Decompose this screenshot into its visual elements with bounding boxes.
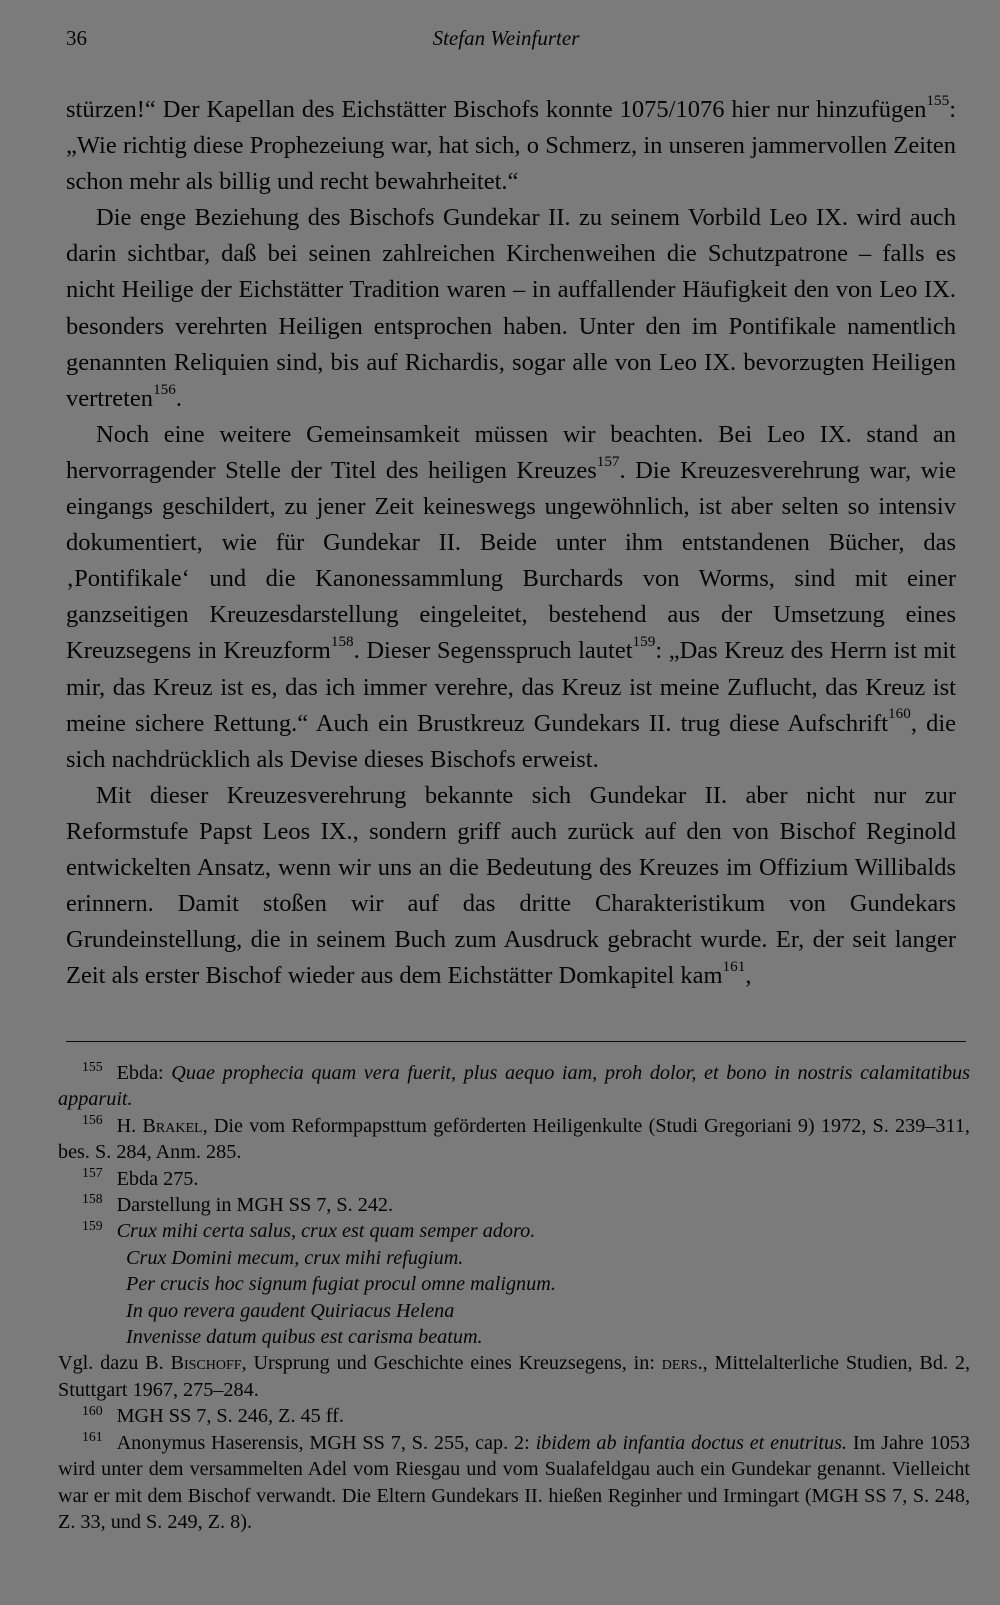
footnote-author: B. Bischoff [145, 1352, 242, 1375]
footnote-text: Ebda: [116, 1062, 172, 1084]
footnote-ref-157: 157 [596, 452, 620, 470]
footnote-number: 160 [82, 1402, 103, 1418]
footnote-latin-quote: Quae prophecia quam vera fuerit, plus aequo iam, proh dolor, et bono in nostris calamitatibus apparuit. [58, 1062, 970, 1111]
footnote-159 [58, 1218, 970, 1244]
footnote-text: , Mittelalterliche Studien, Bd. 2, Stuttgart 1967, 275–284. [58, 1352, 971, 1401]
footnote-number: 156 [82, 1112, 103, 1128]
paragraph-3 [66, 417, 956, 778]
footnote-number: 155 [82, 1059, 103, 1075]
text-run: . Dieser Segensspruch lautet [353, 637, 633, 665]
footnote-divider [66, 1041, 966, 1042]
text-run: stürzen!“ Der Kapellan des Eichstätter Bischofs konnte 1075/1076 hier nur hinzufügen [66, 96, 927, 123]
footnote-ref-160: 160 [888, 705, 911, 723]
footnote-156 [58, 1113, 970, 1166]
footnote-ref-158: 158 [330, 633, 354, 651]
paragraph-1 [66, 92, 956, 200]
footnote-author: H. Brakel [116, 1114, 203, 1137]
text-run: , die sich nachdrücklich als Devise dieses Bischofs erweist. [66, 709, 957, 773]
verse-line: Crux mihi certa salus, crux est quam semper adoro. [116, 1220, 536, 1243]
footnote-author: ders. [661, 1352, 703, 1375]
footnote-number: 159 [82, 1217, 103, 1233]
footnote-161 [58, 1430, 970, 1536]
verse-line: Invenisse datum quibus est carisma beatum. [126, 1326, 483, 1349]
footnote-text: Ebda 275. [116, 1167, 199, 1190]
footnote-number: 158 [82, 1191, 103, 1207]
text-run: Noch eine weitere Gemeinsamkeit müssen wir beachten. Bei Leo IX. stand an hervorragender Stelle der Titel des heiligen Kreuzes [66, 420, 956, 484]
footnote-text: Darstellung in MGH SS 7, S. 242. [116, 1194, 394, 1217]
text-run: . Die Kreuzesverehrung war, wie eingangs geschildert, zu jener Zeit keineswegs ungewöhnlich, ist aber selten so intensiv dokumentiert, wie für Gundekar II. Beide unter ihm entstandenen Bücher, das ‚Pontifikale‘ und die Kanonessammlung Burchards von Worms, sind mit einer ganzseitigen Kreuzesdarstellung eingeleitet, bestehend aus der Umsetzung eines Kreuzsegens in Kreuzform [66, 456, 956, 665]
footnote-number: 161 [82, 1428, 103, 1444]
footnote-latin-quote: ibidem ab infantia doctus et enutritus. [535, 1431, 847, 1454]
footnote-157 [58, 1166, 970, 1192]
footnote-text: Vgl. dazu [58, 1352, 146, 1375]
page-header [66, 22, 956, 58]
footnote-159-reference [58, 1350, 970, 1403]
footnote-number: 157 [82, 1164, 103, 1180]
footnote-155 [58, 1060, 970, 1113]
footnote-ref-156: 156 [153, 380, 176, 398]
verse-line: Crux Domini mecum, crux mihi refugium. [126, 1246, 464, 1269]
text-run: Mit dieser Kreuzesverehrung bekannte sich Gundekar II. aber nicht nur zur Reformstufe Papst Leos IX., sondern griff auch zurück auf den von Bischof Reginold entwickelten Ansatz, wenn wir uns an die Bedeutung des Kreuzes im Offizium Willibalds erinnern. Damit stoßen wir auf das dritte Charakteristikum von Gundekars Grundeinstellung, die in seinem Buch zum Ausdruck gebracht wurde. Er, der seit langer Zeit als erster Bischof wieder aus dem Eichstätter Domkapitel kam [66, 781, 956, 990]
paragraph-4 [66, 778, 956, 995]
footnote-text: , Ursprung und Geschichte eines Kreuzsegens, in: [241, 1352, 662, 1375]
footnote-158 [58, 1192, 970, 1218]
paragraph-2 [66, 200, 956, 417]
page-number: 36 [66, 26, 87, 50]
verse-line: Per crucis hoc signum fugiat procul omne malignum. [126, 1273, 556, 1296]
text-run: : „Das Kreuz des Herrn ist mit mir, das Kreuz ist es, das ich immer verehre, das Kreuz ist meine Zuflucht, das Kreuz ist meine sichere Rettung.“ Auch ein Brustkreuz Gundekars II. trug diese Aufschrift [66, 637, 956, 737]
footnote-ref-159: 159 [632, 633, 656, 651]
footnote-text: MGH SS 7, S. 246, Z. 45 ff. [116, 1405, 344, 1428]
footnote-ref-161: 161 [722, 958, 746, 976]
main-text [66, 92, 956, 994]
text-run: : „Wie richtig diese Prophezeiung war, hat sich, o Schmerz, in unseren jammervollen Zeiten schon mehr als billig und recht bewahrheitet.“ [66, 96, 956, 196]
footnote-text: Im Jahre 1053 wird unter dem versammelten Adel vom Riesgau und vom Sualafeldgau auch ein Gundekar genannt. Vielleicht war er mit dem Bischof verwandt. Die Eltern Gundekars II. hießen Reginher und Irmingart (MGH SS 7, S. 248, Z. 33, und S. 249, Z. 8). [58, 1431, 970, 1533]
footnote-160 [58, 1403, 970, 1429]
verse-line: In quo revera gaudent Quiriacus Helena [126, 1299, 455, 1322]
running-head: Stefan Weinfurter [432, 26, 580, 50]
footnote-ref-155: 155 [926, 91, 950, 109]
text-run: . [175, 384, 182, 412]
footnote-text: Anonymus Haserensis, MGH SS 7, S. 255, cap. 2: [116, 1431, 536, 1454]
footnotes [58, 1060, 970, 1535]
text-run: Die enge Beziehung des Bischofs Gundekar II. zu seinem Vorbild Leo IX. wird auch darin sichtbar, daß bei seinen zahlreichen Kirchenweihen die Schutzpatrone – falls es nicht Heilige der Eichstätter Tradition waren – in auffallender Häufigkeit den von Leo IX. besonders verehrten Heiligen entsprochen haben. Unter den im Pontifikale namentlich genannten Reliquien sind, bis auf Richardis, sogar alle von Leo IX. bevorzugten Heiligen vertreten [66, 204, 956, 412]
footnote-text: , Die vom Reformpapsttum geförderten Heiligenkulte (Studi Gregoriani 9) 1972, S. 239–311, bes. S. 284, Anm. 285. [58, 1114, 970, 1164]
text-run: , [745, 962, 752, 990]
